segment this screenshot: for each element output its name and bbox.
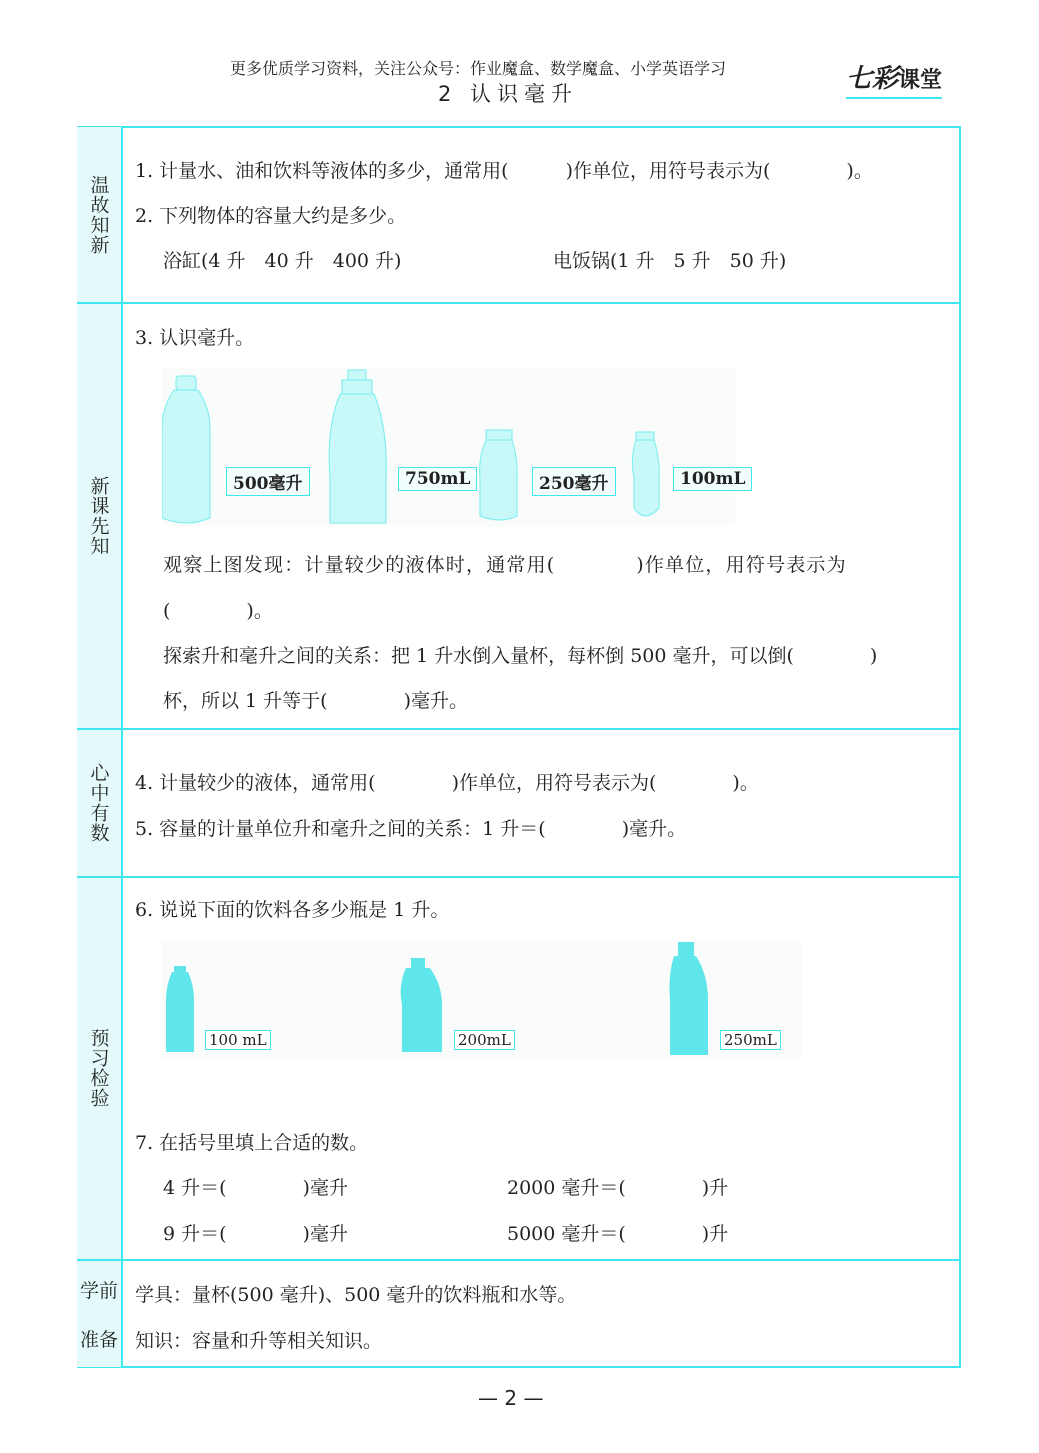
bottle-label: 250毫升 <box>532 467 616 496</box>
question-2: 2. 下列物体的容量大约是多少。 <box>135 205 407 227</box>
section-label: 温故知新 <box>77 127 123 302</box>
bottle-label: 100mL <box>673 467 752 491</box>
fill-blank: 5000 毫升＝( )升 <box>507 1223 729 1245</box>
fill-blank: 4 升＝( )毫升 <box>163 1177 348 1199</box>
question-6: 6. 说说下面的饮料各多少瓶是 1 升。 <box>135 899 450 921</box>
question-7: 7. 在括号里填上合适的数。 <box>135 1132 369 1154</box>
observation-text: 观察上图发现：计量较少的液体时，通常用( )作单位，用符号表示为 <box>163 554 847 576</box>
section-label: 学前 准备 <box>77 1260 123 1367</box>
question-1: 1. 计量水、油和饮料等液体的多少，通常用( )作单位，用符号表示为( )。 <box>135 160 873 182</box>
drink-label: 250mL <box>720 1030 781 1050</box>
section-label: 心中有数 <box>77 729 123 876</box>
option-bathtub: 浴缸(4 升 40 升 400 升) <box>163 250 402 272</box>
divider <box>77 728 961 730</box>
section-label: 新课先知 <box>77 303 123 728</box>
prep-tools: 学具：量杯(500 毫升)、500 毫升的饮料瓶和水等。 <box>135 1284 577 1306</box>
prep-knowledge: 知识：容量和升等相关知识。 <box>135 1330 383 1352</box>
explore-text: 探索升和毫升之间的关系：把 1 升水倒入量杯，每杯倒 500 毫升，可以倒( ) <box>163 645 878 667</box>
drink-label: 100 mL <box>205 1030 271 1050</box>
page-title: 2 认识毫升 <box>438 82 579 106</box>
drinks-image <box>162 940 802 1060</box>
logo: 七彩课堂 <box>846 58 942 99</box>
drink-label: 200mL <box>454 1030 515 1050</box>
bottle-label: 500毫升 <box>226 467 310 496</box>
question-3: 3. 认识毫升。 <box>135 327 255 349</box>
question-5: 5. 容量的计量单位升和毫升之间的关系：1 升＝( )毫升。 <box>135 818 687 840</box>
bottle-label: 750mL <box>398 467 477 491</box>
divider <box>77 302 961 304</box>
fill-blank: 2000 毫升＝( )升 <box>507 1177 729 1199</box>
fill-blank: 9 升＝( )毫升 <box>163 1223 348 1245</box>
explore-text-2: 杯，所以 1 升等于( )毫升。 <box>163 690 468 712</box>
section-label: 预习检验 <box>77 877 123 1259</box>
option-rice-cooker: 电饭锅(1 升 5 升 50 升) <box>553 250 787 272</box>
bottles-illustration <box>162 368 735 526</box>
divider <box>77 1259 961 1261</box>
bottles-image <box>162 368 746 526</box>
page-number: — 2 — <box>478 1386 544 1410</box>
promo-header: 更多优质学习资料，关注公众号：作业魔盒、数学魔盒、小学英语学习 <box>230 59 727 78</box>
divider <box>77 876 961 878</box>
observation-blank: ( )。 <box>163 600 273 622</box>
question-4: 4. 计量较少的液体，通常用( )作单位，用符号表示为( )。 <box>135 772 759 794</box>
